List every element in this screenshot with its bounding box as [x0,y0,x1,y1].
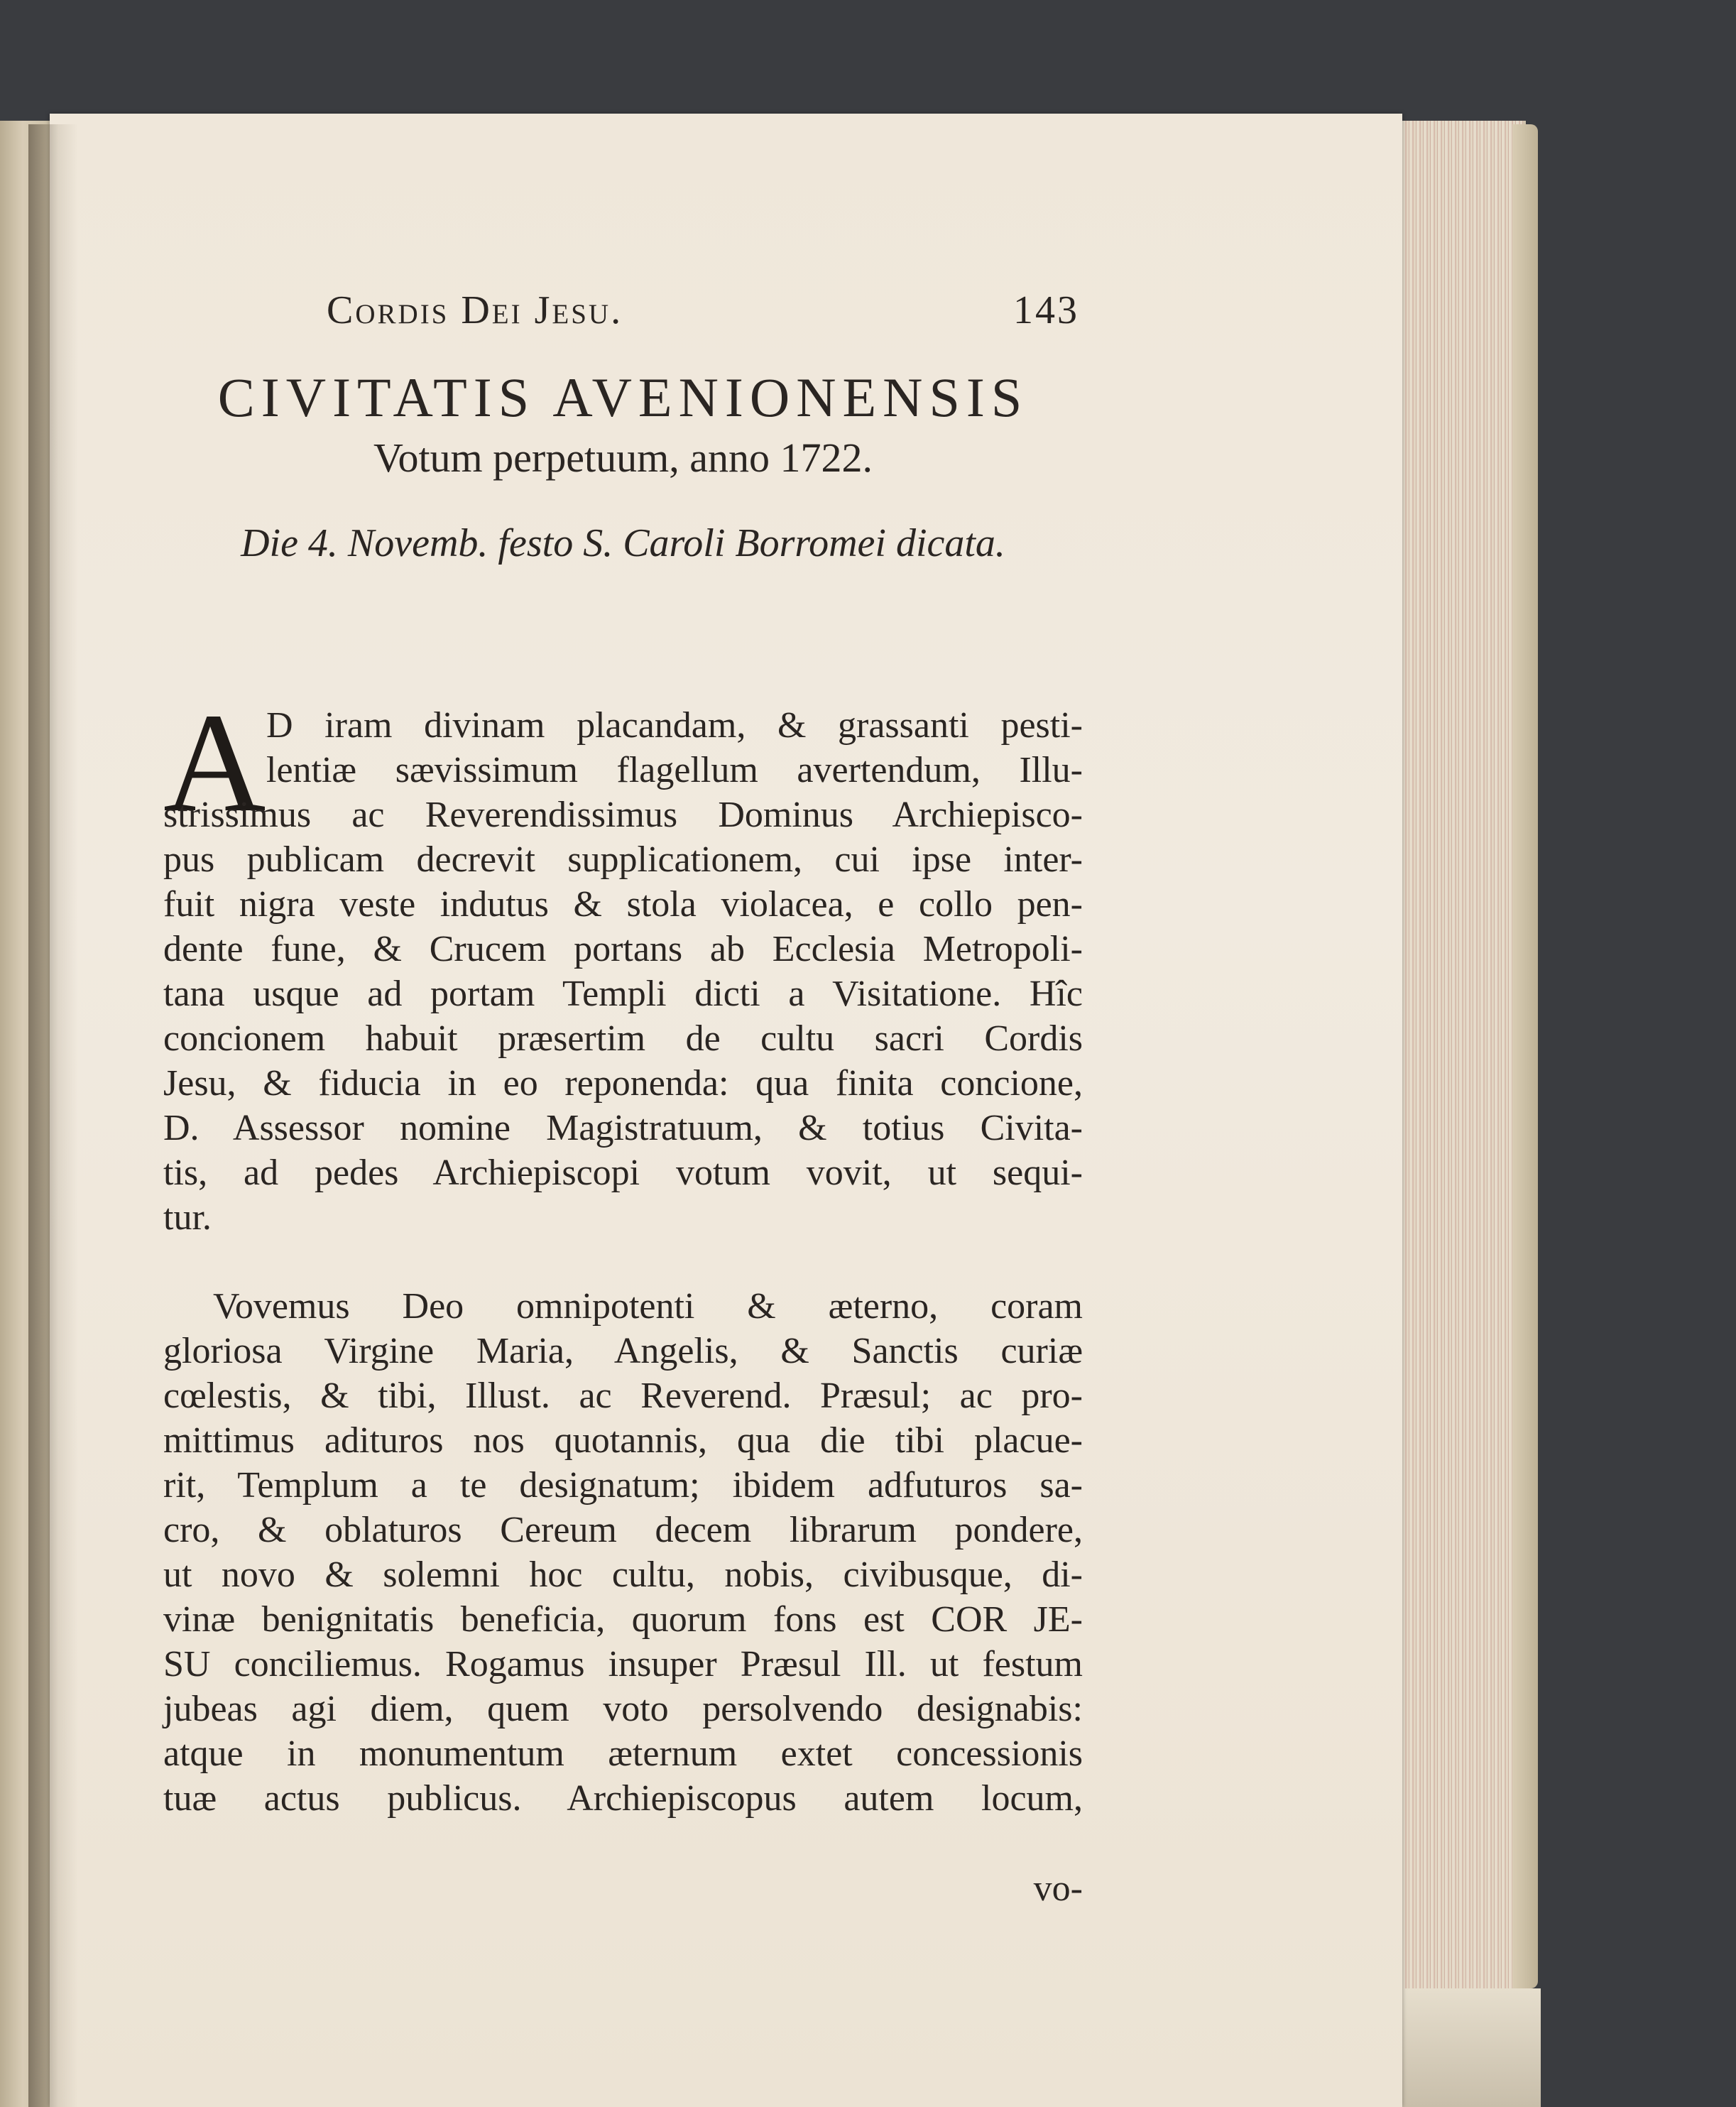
section-subheading: Votum perpetuum, anno 1722. [373,435,873,481]
text-line: gloriosa Virgine Maria, Angelis, & Sanctis curiæ [163,1331,1083,1371]
text-line: cro, & oblaturos Cereum decem librarum pondere, [163,1510,1083,1550]
text-line: tuæ actus publicus. Archiepiscopus autem locum, [163,1778,1083,1819]
text-line: rit, Templum a te designatum; ibidem adfuturos sa- [163,1465,1083,1506]
dateline: Die 4. Novemb. festo S. Caroli Borromei dicata. [241,521,1005,565]
book-cover-edge [1512,124,1538,1988]
text-line: jubeas agi diem, quem voto persolvendo designabis: [163,1689,1083,1729]
text-line: lentiæ sævissimum flagellum avertendum, Illu- [266,750,1083,790]
page-number: 143 [1013,288,1079,332]
text-line: dente fune, & Crucem portans ab Ecclesia Metropoli- [163,929,1083,969]
drop-cap: A [163,685,266,842]
paragraph-1 [163,703,1083,1240]
running-head-title: Cordis Dei Jesu. [327,288,623,332]
text-line: vinæ benignitatis beneficia, quorum fons est COR JE- [163,1599,1083,1640]
text-line: ut novo & solemni hoc cultu, nobis, civibusque, di- [163,1555,1083,1595]
text-line: D. Assessor nomine Magistratuum, & totius Civita- [163,1108,1083,1148]
paragraph-2 [163,1284,1083,1821]
text-line: pus publicam decrevit supplicationem, cui ipse inter- [163,839,1083,880]
text-line: cœlestis, & tibi, Illust. ac Reverend. Præsul; ac pro- [163,1376,1083,1416]
page-fore-edge [1402,121,1526,1988]
text-line: tana usque ad portam Templi dicti a Visitatione. Hîc [163,974,1083,1014]
catchword: vo- [1033,1868,1083,1909]
page-text [50,114,1402,2107]
text-line: atque in monumentum æternum extet concessionis [163,1733,1083,1774]
section-heading: CIVITATIS AVENIONENSIS [217,366,1029,428]
text-line: Jesu, & fiducia in eo reponenda: qua finita concione, [163,1063,1083,1104]
text-line: fuit nigra veste indutus & stola violacea, e collo pen- [163,884,1083,925]
text-line: D iram divinam placandam, & grassanti pesti- [266,705,1083,746]
running-head [327,288,1079,352]
text-line: concionem habuit præsertim de cultu sacri Cordis [163,1018,1083,1059]
text-line: mittimus adituros nos quotannis, qua die tibi placue- [163,1420,1083,1461]
gutter-shadow [28,124,78,2107]
text-line: Vovemus Deo omnipotenti & æterno, coram [213,1286,1083,1327]
text-line: SU conciliemus. Rogamus insuper Præsul Ill. ut festum [163,1644,1083,1684]
text-line: tis, ad pedes Archiepiscopi votum vovit, ut sequi- [163,1153,1083,1193]
text-line: strissimus ac Reverendissimus Dominus Archiepisco- [163,795,1083,835]
book-page [50,114,1402,2107]
text-line: tur. [163,1197,212,1238]
